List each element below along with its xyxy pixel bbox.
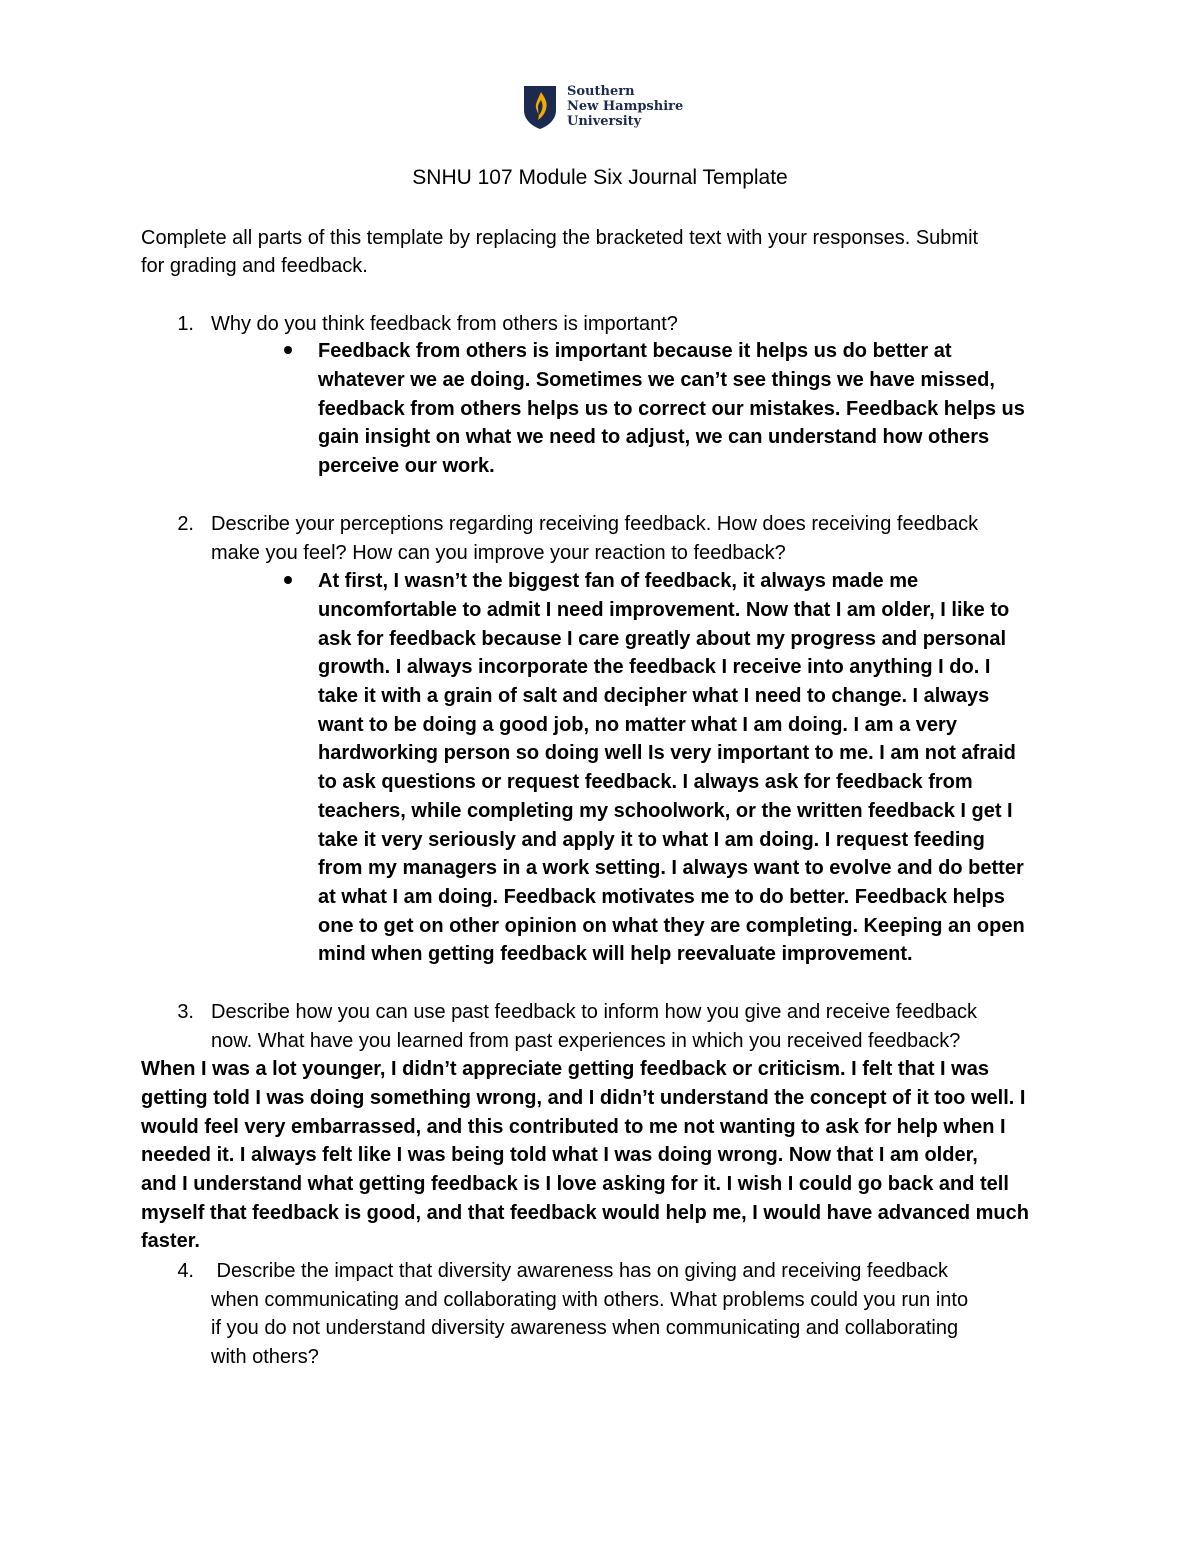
q2-answer-line-1: At first, I wasn’t the biggest fan of feedback, it always made me (318, 570, 919, 592)
q3-answer-line-1: When I was a lot younger, I didn’t appreciate getting feedback or criticism. I felt that I was (141, 1058, 989, 1080)
q2-answer-line-11: from my managers in a work setting. I always want to evolve and do better (318, 857, 1024, 879)
q2-question-line-2: make you feel? How can you improve your reaction to feedback? (211, 542, 786, 564)
shield-flame-icon (522, 84, 558, 130)
intro-line-2: for grading and feedback. (141, 255, 368, 277)
q1-answer-line-2: whatever we ae doing. Sometimes we can’t see things we have missed, (318, 369, 995, 391)
q2-answer-line-8: to ask questions or request feedback. I always ask for feedback from (318, 771, 973, 793)
q2-number: 2. (177, 513, 194, 535)
intro-line-1: Complete all parts of this template by replacing the bracketed text with your responses. Submit (141, 227, 979, 249)
q3-answer-line-6: myself that feedback is good, and that feedback would help me, I would have advanced much (141, 1202, 1029, 1224)
q4-number: 4. (177, 1260, 194, 1282)
document-title: SNHU 107 Module Six Journal Template (412, 166, 788, 189)
q4-question-line-1: Describe the impact that diversity awareness has on giving and receiving feedback (211, 1260, 949, 1282)
q3-answer-line-4: needed it. I always felt like I was being told what I was doing wrong. Now that I am older, (141, 1144, 978, 1166)
q3-answer-line-7: faster. (141, 1230, 200, 1252)
logo-line-3: University (567, 114, 642, 129)
logo-line-1: Southern (567, 84, 635, 99)
q4-question-line-2: when communicating and collaborating with others. What problems could you run into (211, 1289, 969, 1311)
q3-answer-line-5: and I understand what getting feedback is I love asking for it. I wish I could go back and tell (141, 1173, 1009, 1195)
logo-line-2: New Hampshire (567, 99, 684, 114)
q4-question-line-4: with others? (211, 1346, 319, 1368)
q1-answer-line-3: feedback from others helps us to correct our mistakes. Feedback helps us (318, 398, 1025, 420)
q3-question-line-2: now. What have you learned from past experiences in which you received feedback? (211, 1030, 961, 1052)
q3-answer-line-3: would feel very embarrassed, and this contributed to me not wanting to ask for help when I (141, 1116, 1006, 1138)
q3-answer-line-2: getting told I was doing something wrong, and I didn’t understand the concept of it too well. I (141, 1087, 1026, 1109)
q1-answer-line-5: perceive our work. (318, 455, 495, 477)
q2-answer-line-6: want to be doing a good job, no matter what I am doing. I am a very (318, 714, 957, 736)
q1-number: 1. (177, 313, 194, 335)
q2-answer-line-12: at what I am doing. Feedback motivates me to do better. Feedback helps (318, 886, 1005, 908)
q1-answer-line-1: Feedback from others is important because it helps us do better at (318, 340, 952, 362)
q3-number: 3. (177, 1001, 194, 1023)
q2-bullet (284, 576, 292, 584)
q2-answer-line-5: take it with a grain of salt and decipher what I need to change. I always (318, 685, 990, 707)
q2-answer-line-7: hardworking person so doing well Is very important to me. I am not afraid (318, 742, 1016, 764)
q2-answer-line-3: ask for feedback because I care greatly about my progress and personal (318, 628, 1007, 650)
q2-answer-line-14: mind when getting feedback will help reevaluate improvement. (318, 943, 913, 965)
snhu-logo (522, 84, 692, 132)
q1-bullet (284, 346, 292, 354)
q4-question-line-3: if you do not understand diversity awareness when communicating and collaborating (211, 1317, 959, 1339)
q2-answer-line-2: uncomfortable to admit I need improvement. Now that I am older, I like to (318, 599, 1010, 621)
q1-answer-line-4: gain insight on what we need to adjust, we can understand how others (318, 426, 990, 448)
q2-answer-line-9: teachers, while completing my schoolwork, or the written feedback I get I (318, 800, 1013, 822)
q2-question-line-1: Describe your perceptions regarding receiving feedback. How does receiving feedback (211, 513, 979, 535)
q3-question-line-1: Describe how you can use past feedback to inform how you give and receive feedback (211, 1001, 977, 1023)
logo-wordmark (567, 84, 683, 129)
q2-answer-line-13: one to get on other opinion on what they are completing. Keeping an open (318, 915, 1025, 937)
q2-answer-line-10: take it very seriously and apply it to what I am doing. I request feeding (318, 829, 985, 851)
q2-answer-line-4: growth. I always incorporate the feedback I receive into anything I do. I (318, 656, 991, 678)
q1-question-line-1: Why do you think feedback from others is important? (211, 313, 678, 335)
